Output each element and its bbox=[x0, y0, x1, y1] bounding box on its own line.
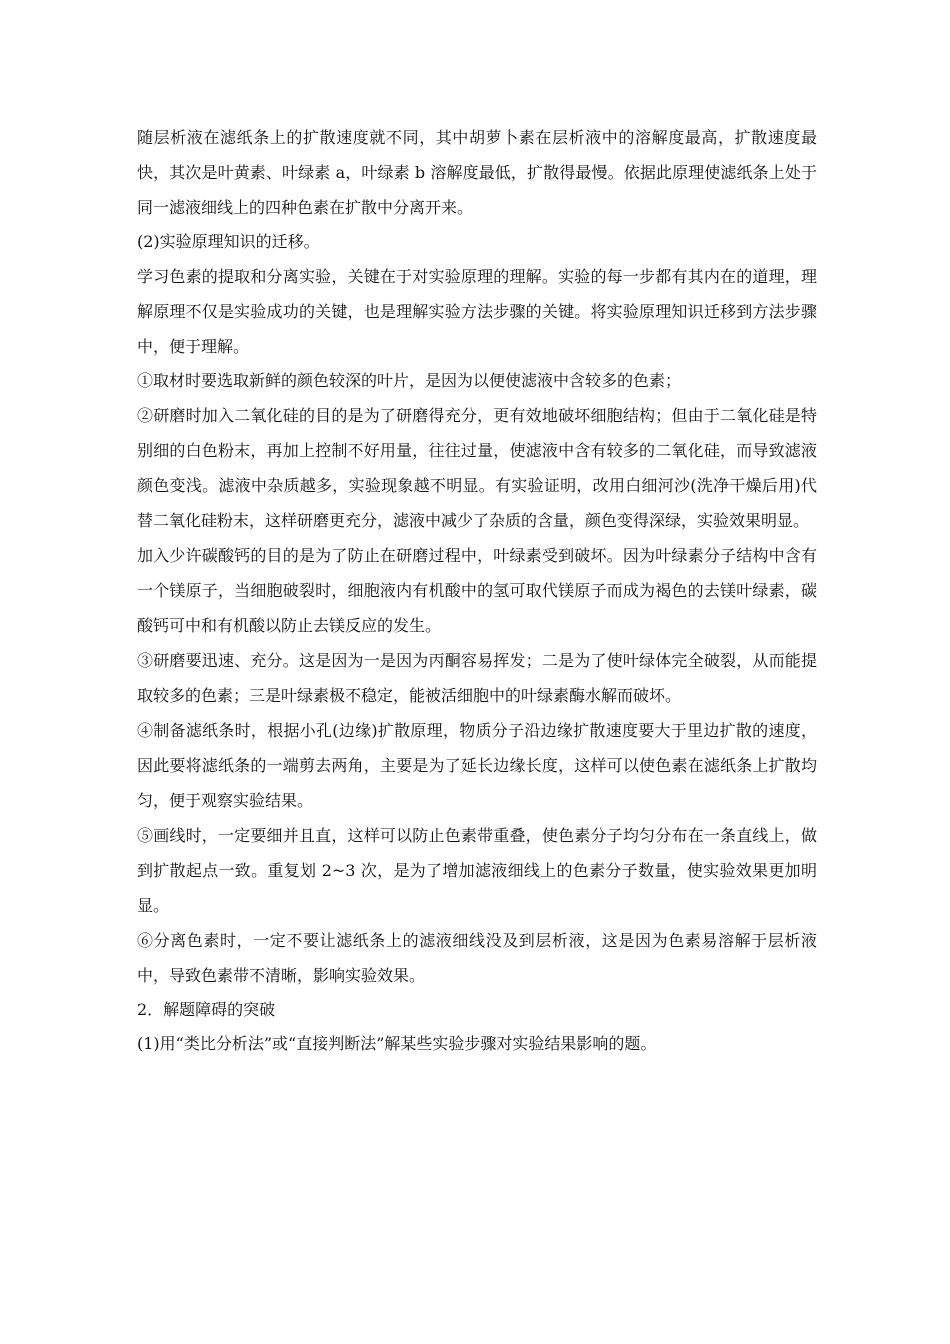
subheading-principle-transfer: (2)实验原理知识的迁移。 bbox=[137, 232, 320, 251]
list-item-6: ⑥分离色素时，一定不要让滤纸条上的滤液细线没及到层析液，这是因为色素易溶解于层析液中，导致色素带不清晰，影响实验效果。 bbox=[137, 931, 817, 985]
list-item-1: ①取材时要选取新鲜的颜色较深的叶片，是因为以便使滤液中含较多的色素； bbox=[137, 371, 682, 390]
paragraph-principle-understanding: 学习色素的提取和分离实验，关键在于对实验原理的理解。实验的每一步都有其内在的道理，理解原理不仅是实验成功的关键，也是理解实验方法步骤的关键。将实验原理知识迁移到方法步骤中，便于理解。 bbox=[137, 267, 817, 356]
paragraph-pigment-diffusion: 随层析液在滤纸条上的扩散速度就不同，其中胡萝卜素在层析液中的溶解度最高，扩散速度最快，其次是叶黄素、叶绿素 a，叶绿素 b 溶解度最低，扩散得最慢。依据此原理使滤纸条上处于同一滤液细线上的四种色素在扩散中分离开来。 bbox=[137, 128, 817, 217]
list-item-3: ③研磨要迅速、充分。这是因为一是因为丙酮容易挥发；二是为了使叶绿体完全破裂，从而能提取较多的色素；三是叶绿素极不稳定，能被活细胞中的叶绿素酶水解而破坏。 bbox=[137, 651, 817, 705]
list-item-4: ④制备滤纸条时，根据小孔(边缘)扩散原理，物质分子沿边缘扩散速度要大于里边扩散的速度，因此要将滤纸条的一端剪去两角，主要是为了延长边缘长度，这样可以使色素在滤纸条上扩散均匀，便于观察实验结果。 bbox=[137, 721, 817, 810]
section-heading-2: 2．解题障碍的突破 bbox=[137, 1000, 276, 1019]
document-body bbox=[137, 120, 817, 1061]
subheading-analysis-method: (1)用“类比分析法”或“直接判断法”解某些实验步骤对实验结果影响的题。 bbox=[137, 1034, 657, 1053]
list-item-2: ②研磨时加入二氧化硅的目的是为了研磨得充分，更有效地破坏细胞结构；但由于二氧化硅是特别细的白色粉末，再加上控制不好用量，往往过量，使滤液中含有较多的二氧化硅，而导致滤液颜色变浅。滤液中杂质越多，实验现象越不明显。有实验证明，改用白细河沙(洗净干燥后用)代替二氧化硅粉末，这样研磨更充分，滤液中减少了杂质的含量，颜色变得深绿，实验效果明显。 bbox=[137, 406, 817, 530]
paragraph-calcium-carbonate: 加入少许碳酸钙的目的是为了防止在研磨过程中，叶绿素受到破坏。因为叶绿素分子结构中含有一个镁原子，当细胞破裂时，细胞液内有机酸中的氢可取代镁原子而成为褐色的去镁叶绿素，碳酸钙可中和有机酸以防止去镁反应的发生。 bbox=[137, 546, 817, 635]
list-item-5: ⑤画线时，一定要细并且直，这样可以防止色素带重叠，使色素分子均匀分布在一条直线上，做到扩散起点一致。重复划 2~3 次，是为了增加滤液细线上的色素分子数量，使实验效果更加明显。 bbox=[137, 826, 817, 915]
